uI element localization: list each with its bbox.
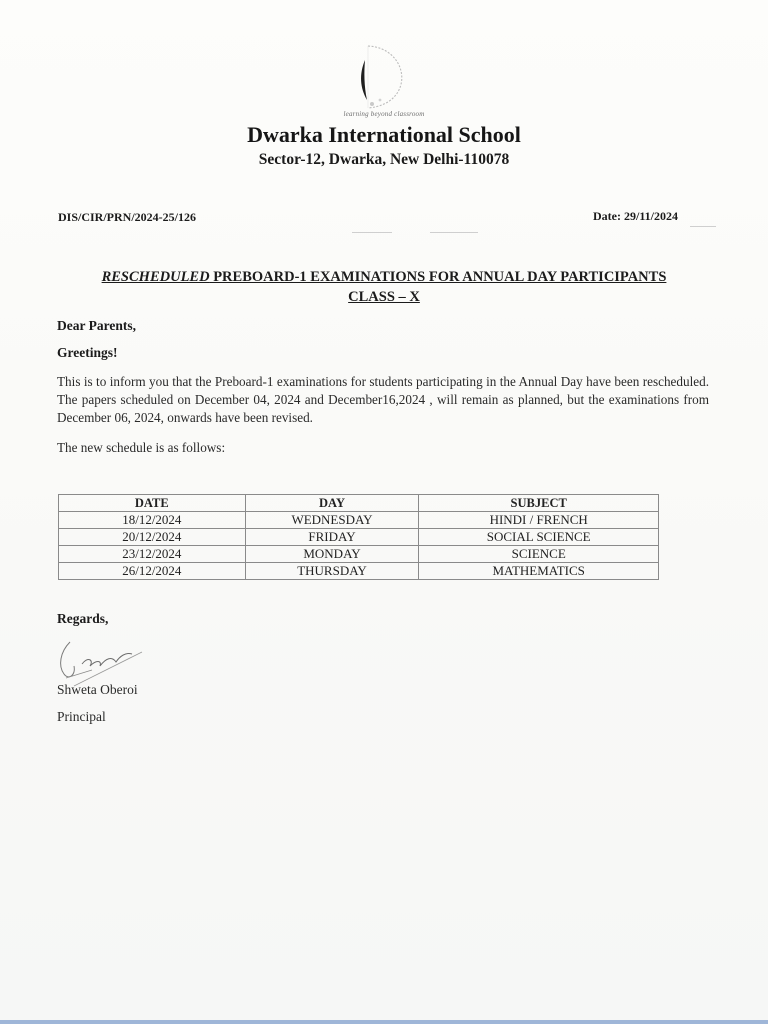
table-header-row [59,495,659,512]
signer-name: Shweta Oberoi [57,682,138,697]
cell-subject: SCIENCE [419,546,659,563]
cell-date: 20/12/2024 [59,529,246,546]
school-logo [340,38,430,120]
school-address: Sector-12, Dwarka, New Delhi-110078 [258,151,510,168]
cell-subject: SOCIAL SCIENCE [419,529,659,546]
scan-artifact [690,226,716,227]
scan-artifact [352,232,392,233]
greeting: Greetings! [57,345,118,360]
circular-date: Date: 29/11/2024 [593,209,678,223]
schedule-table [58,494,659,580]
header-subject: SUBJECT [419,495,659,512]
table-row [59,512,659,529]
cell-day: FRIDAY [245,529,419,546]
cell-date: 23/12/2024 [59,546,246,563]
signature [52,630,152,688]
heading-class: CLASS – X [348,289,420,305]
header-date: DATE [59,495,246,512]
cell-subject: MATHEMATICS [419,563,659,580]
cell-day: MONDAY [245,546,419,563]
circular-heading [0,267,768,307]
table-row [59,563,659,580]
school-name: Dwarka International School [247,122,521,147]
signer-title: Principal [57,709,106,724]
logo-tagline: learning beyond classroom [343,110,425,118]
cell-date: 18/12/2024 [59,512,246,529]
table-row [59,529,659,546]
reference-number: DIS/CIR/PRN/2024-25/126 [58,210,197,224]
cell-date: 26/12/2024 [59,563,246,580]
scan-artifact [430,232,478,233]
cell-day: THURSDAY [245,563,419,580]
heading-line1: PREBOARD-1 EXAMINATIONS FOR ANNUAL DAY PARTICIPANTS [209,269,667,285]
salutation: Dear Parents, [57,318,136,333]
table-row [59,546,659,563]
scan-edge [0,1020,768,1024]
schedule-intro: The new schedule is as follows: [57,440,226,455]
heading-emphasis: RESCHEDULED [101,269,210,285]
regards: Regards, [57,611,109,626]
cell-subject: HINDI / FRENCH [419,512,659,529]
header-day: DAY [245,495,419,512]
cell-day: WEDNESDAY [245,512,419,529]
body-paragraph: This is to inform you that the Preboard-1 examinations for students participating in the Annual Day have been rescheduled. The papers scheduled on December 04, 2024 and December16,2024 , will remain as planned, but the examinations from December 06, 2024, onwards have been revised. [57,374,709,425]
